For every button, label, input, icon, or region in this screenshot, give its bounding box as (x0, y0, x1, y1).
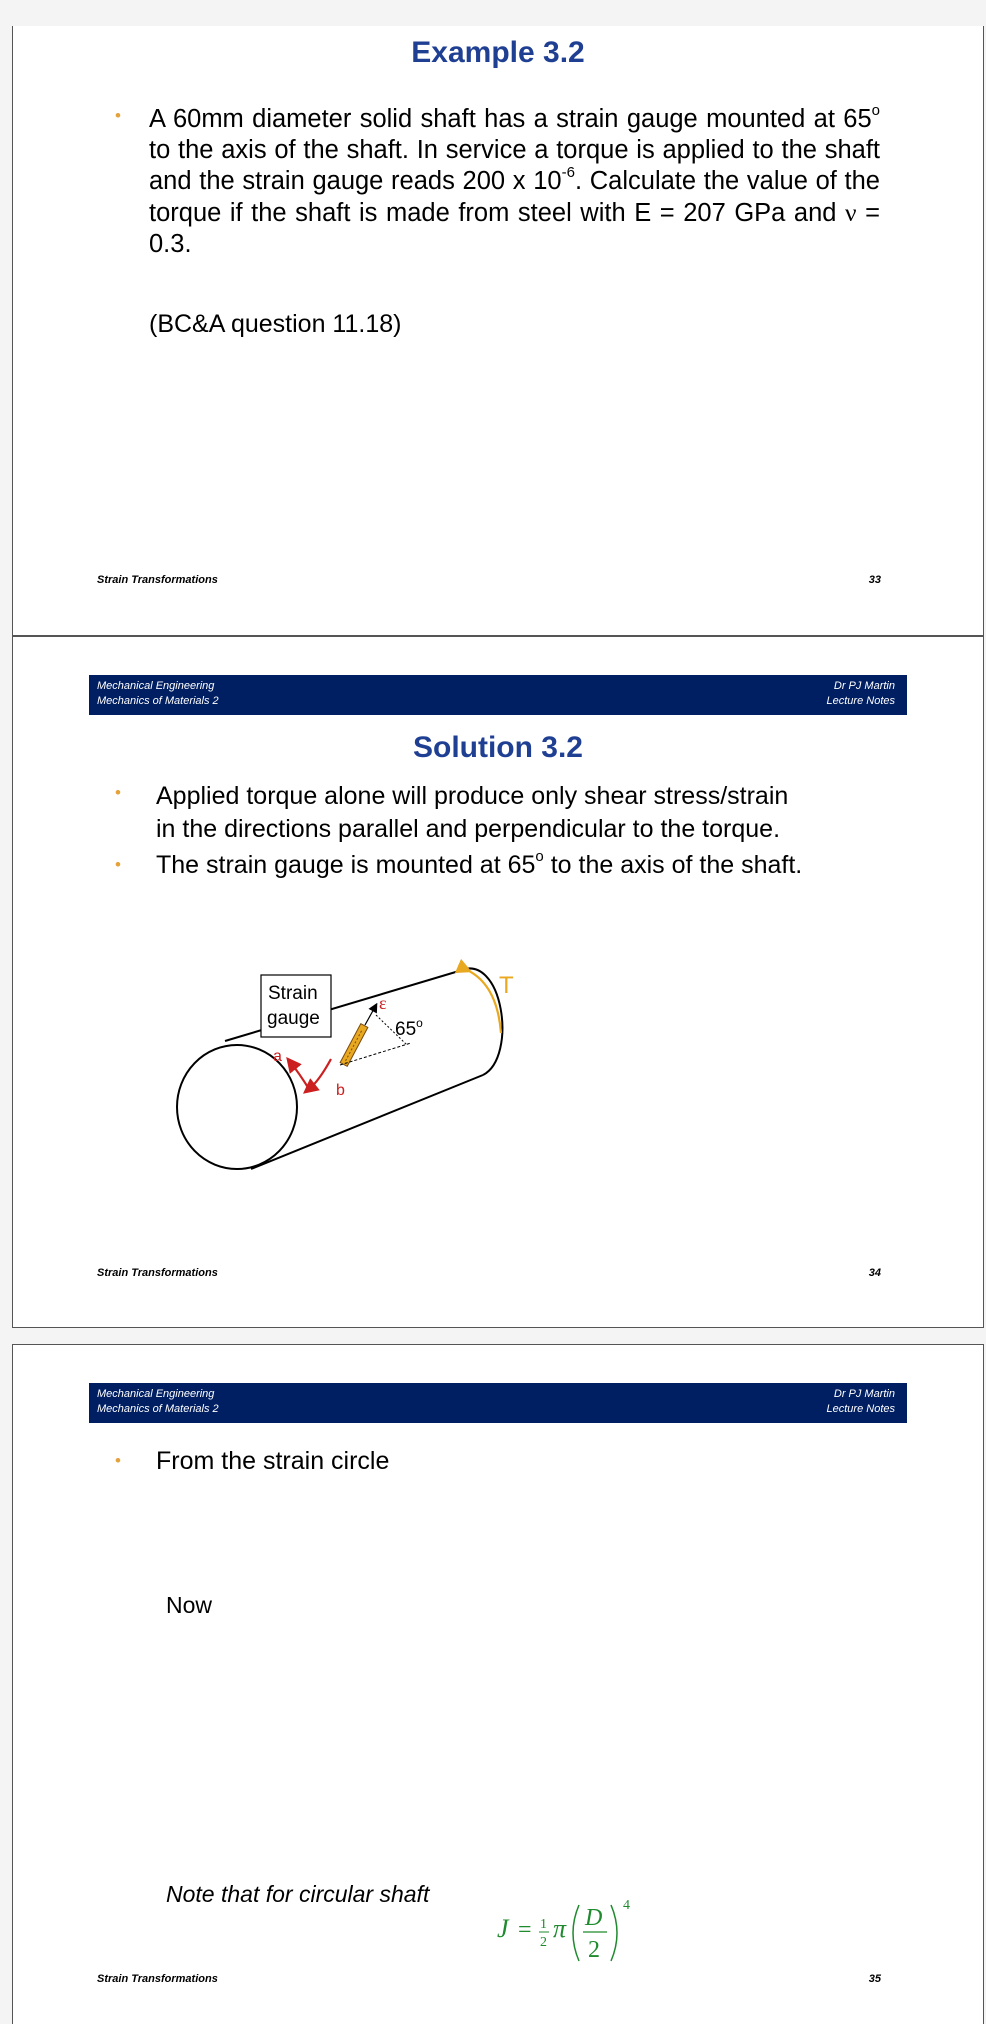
bullet-dot: • (115, 1451, 121, 1470)
bullet-gauge-angle: The strain gauge is mounted at 65$^o$ to the axis of the shaft. (156, 848, 803, 879)
now-label: Now (166, 1592, 213, 1618)
header-doc-type: Lecture Notes (826, 1403, 895, 1415)
torque-arrow (465, 969, 501, 1033)
footer-section-title: Strain Transformations (97, 1973, 218, 1985)
epsilon-label: ε (379, 993, 387, 1013)
svg-text:π: π (553, 1914, 567, 1943)
arrow-b (309, 1059, 331, 1089)
svg-text:D: D (585, 1905, 603, 1931)
svg-text:1: 1 (540, 1917, 547, 1932)
page-number: 34 (868, 1267, 881, 1279)
header-course: Mechanics of Materials 2 (97, 695, 219, 707)
strain-gauge-element (340, 1024, 368, 1067)
header-department: Mechanical Engineering (97, 1388, 215, 1400)
header-band (89, 1383, 907, 1423)
page-number: 35 (868, 1973, 881, 1985)
bullet-strain-circle: From the strain circle (156, 1447, 390, 1475)
footer-section-title: Strain Transformations (97, 574, 218, 586)
slide-title: Solution 3.2 (412, 731, 583, 764)
problem-statement: A 60mm diameter solid shaft has a strain gauge mounted at 65$^o$ to the axis of the shaft. In service a torque is applied to the shaft and the strain gauge reads 200 x $10^{-6}$. Calculate the value of the torque if the shaft is made from steel with E = 207 GPa and ν = 0.3. (149, 102, 880, 258)
header-author: Dr PJ Martin (833, 1388, 895, 1400)
bullet-dot: • (115, 106, 121, 125)
bullet-dot: • (115, 855, 121, 874)
header-course: Mechanics of Materials 2 (97, 1403, 219, 1415)
svg-text:=: = (518, 1917, 532, 1943)
slide-35 (12, 1344, 984, 2024)
question-reference: (BC&A question 11.18) (149, 310, 402, 338)
slide-33 (12, 26, 984, 636)
shaft-far-end (459, 968, 502, 1075)
svg-text:2: 2 (588, 1937, 600, 1963)
label-b: b (336, 1082, 345, 1099)
svg-text:J: J (497, 1914, 509, 1943)
gauge-label-line2: gauge (267, 1008, 320, 1029)
header-author: Dr PJ Martin (833, 680, 895, 692)
footer-section-title: Strain Transformations (97, 1267, 218, 1279)
shaft-diagram (13, 637, 985, 1329)
shaft-top-edge (225, 971, 459, 1041)
polar-moment-formula (483, 1895, 663, 1967)
bullet-torque-shear: Applied torque alone will produce only shear stress/strain in the directions parallel and perpendicular to the torque. (156, 782, 789, 843)
circular-shaft-note: Note that for circular shaft (166, 1881, 430, 1907)
label-a: a (273, 1048, 282, 1065)
slide-34 (12, 636, 984, 1328)
svg-text:4: 4 (623, 1898, 630, 1913)
torque-label: T (499, 972, 514, 999)
bullet-dot: • (115, 783, 121, 802)
header-department: Mechanical Engineering (97, 680, 215, 692)
epsilon-arrow (365, 1007, 375, 1025)
slide-title: Example 3.2 (411, 36, 585, 69)
angle-label: 65$^o$ (395, 1016, 423, 1040)
page-number: 33 (868, 574, 881, 586)
gauge-label-line1: Strain (268, 983, 318, 1004)
svg-text:2: 2 (540, 1935, 547, 1950)
header-doc-type: Lecture Notes (826, 695, 895, 707)
